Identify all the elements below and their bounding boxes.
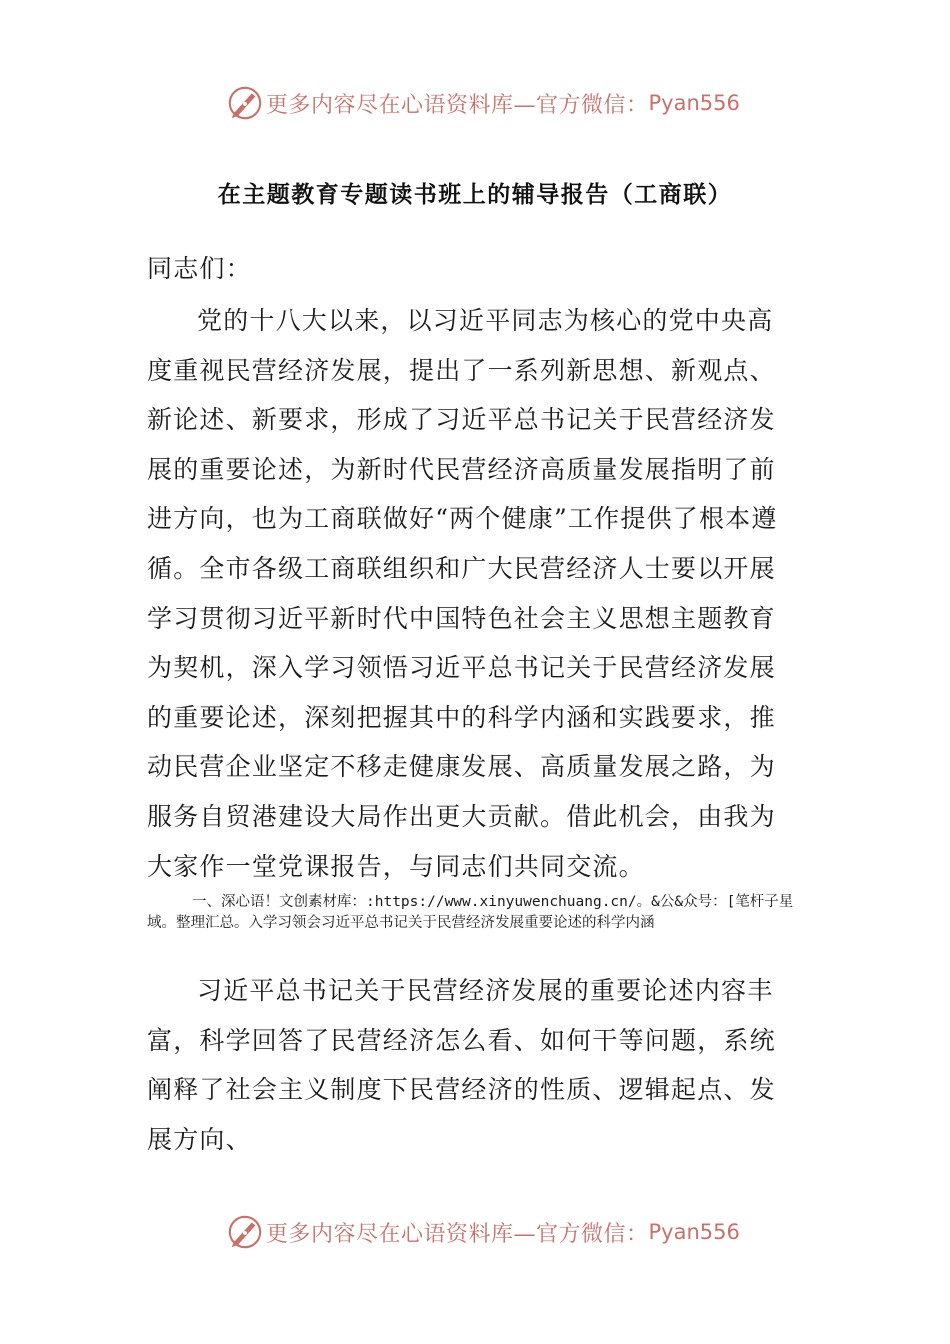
body-paragraph-1 bbox=[147, 296, 792, 891]
document-title: 在主题教育专题读书班上的辅导报告（工商联） bbox=[217, 182, 733, 208]
banner-text: 更多内容尽在心语资料库—官方微信： bbox=[266, 1221, 649, 1247]
section-heading-note: 一、深心语！文创素材库：:https://www.xinyuwenchuang.cn/。&公&众号：[笔杆子星域。整理汇总。入学习领会习近平总书记关于民营经济发展重要论述的科学内涵 bbox=[147, 894, 794, 931]
pen-nib-logo-icon bbox=[226, 84, 264, 122]
pen-nib-logo-icon bbox=[226, 1213, 264, 1251]
footer-banner bbox=[226, 1212, 740, 1252]
header-banner bbox=[226, 83, 740, 123]
banner-text: 更多内容尽在心语资料库—官方微信： bbox=[266, 92, 649, 118]
wechat-id: Pyan556 bbox=[648, 1220, 740, 1244]
wechat-id: Pyan556 bbox=[648, 91, 740, 115]
body-paragraph-2 bbox=[147, 966, 792, 1164]
paragraph-text: 党的十八大以来，以习近平同志为核心的党中央高度重视民营经济发展，提出了一系列新思想、新观点、新论述、新要求，形成了习近平总书记关于民营经济发展的重要论述，为新时代民营经济高质量发展指明了前进方向，也为工商联做好“两个健康”工作提供了根本遵循。全市各级工商联组织和广大民营经济人士要以开展学习贯彻习近平新时代中国特色社会主义思想主题教育为契机，深入学习领悟习近平总书记关于民营经济发展的重要论述，深刻把握其中的科学内涵和实践要求，推动民营企业坚定不移走健康发展、高质量发展之路，为服务自贸港建设大局作出更大贡献。借此机会，由我为大家作一堂党课报告，与同志们共同交流。 bbox=[147, 306, 778, 881]
salutation: 同志们： bbox=[147, 254, 252, 283]
paragraph-text: 习近平总书记关于民营经济发展的重要论述内容丰富，科学回答了民营经济怎么看、如何干等问题，系统阐释了社会主义制度下民营经济的性质、逻辑起点、发展方向、 bbox=[147, 976, 776, 1154]
